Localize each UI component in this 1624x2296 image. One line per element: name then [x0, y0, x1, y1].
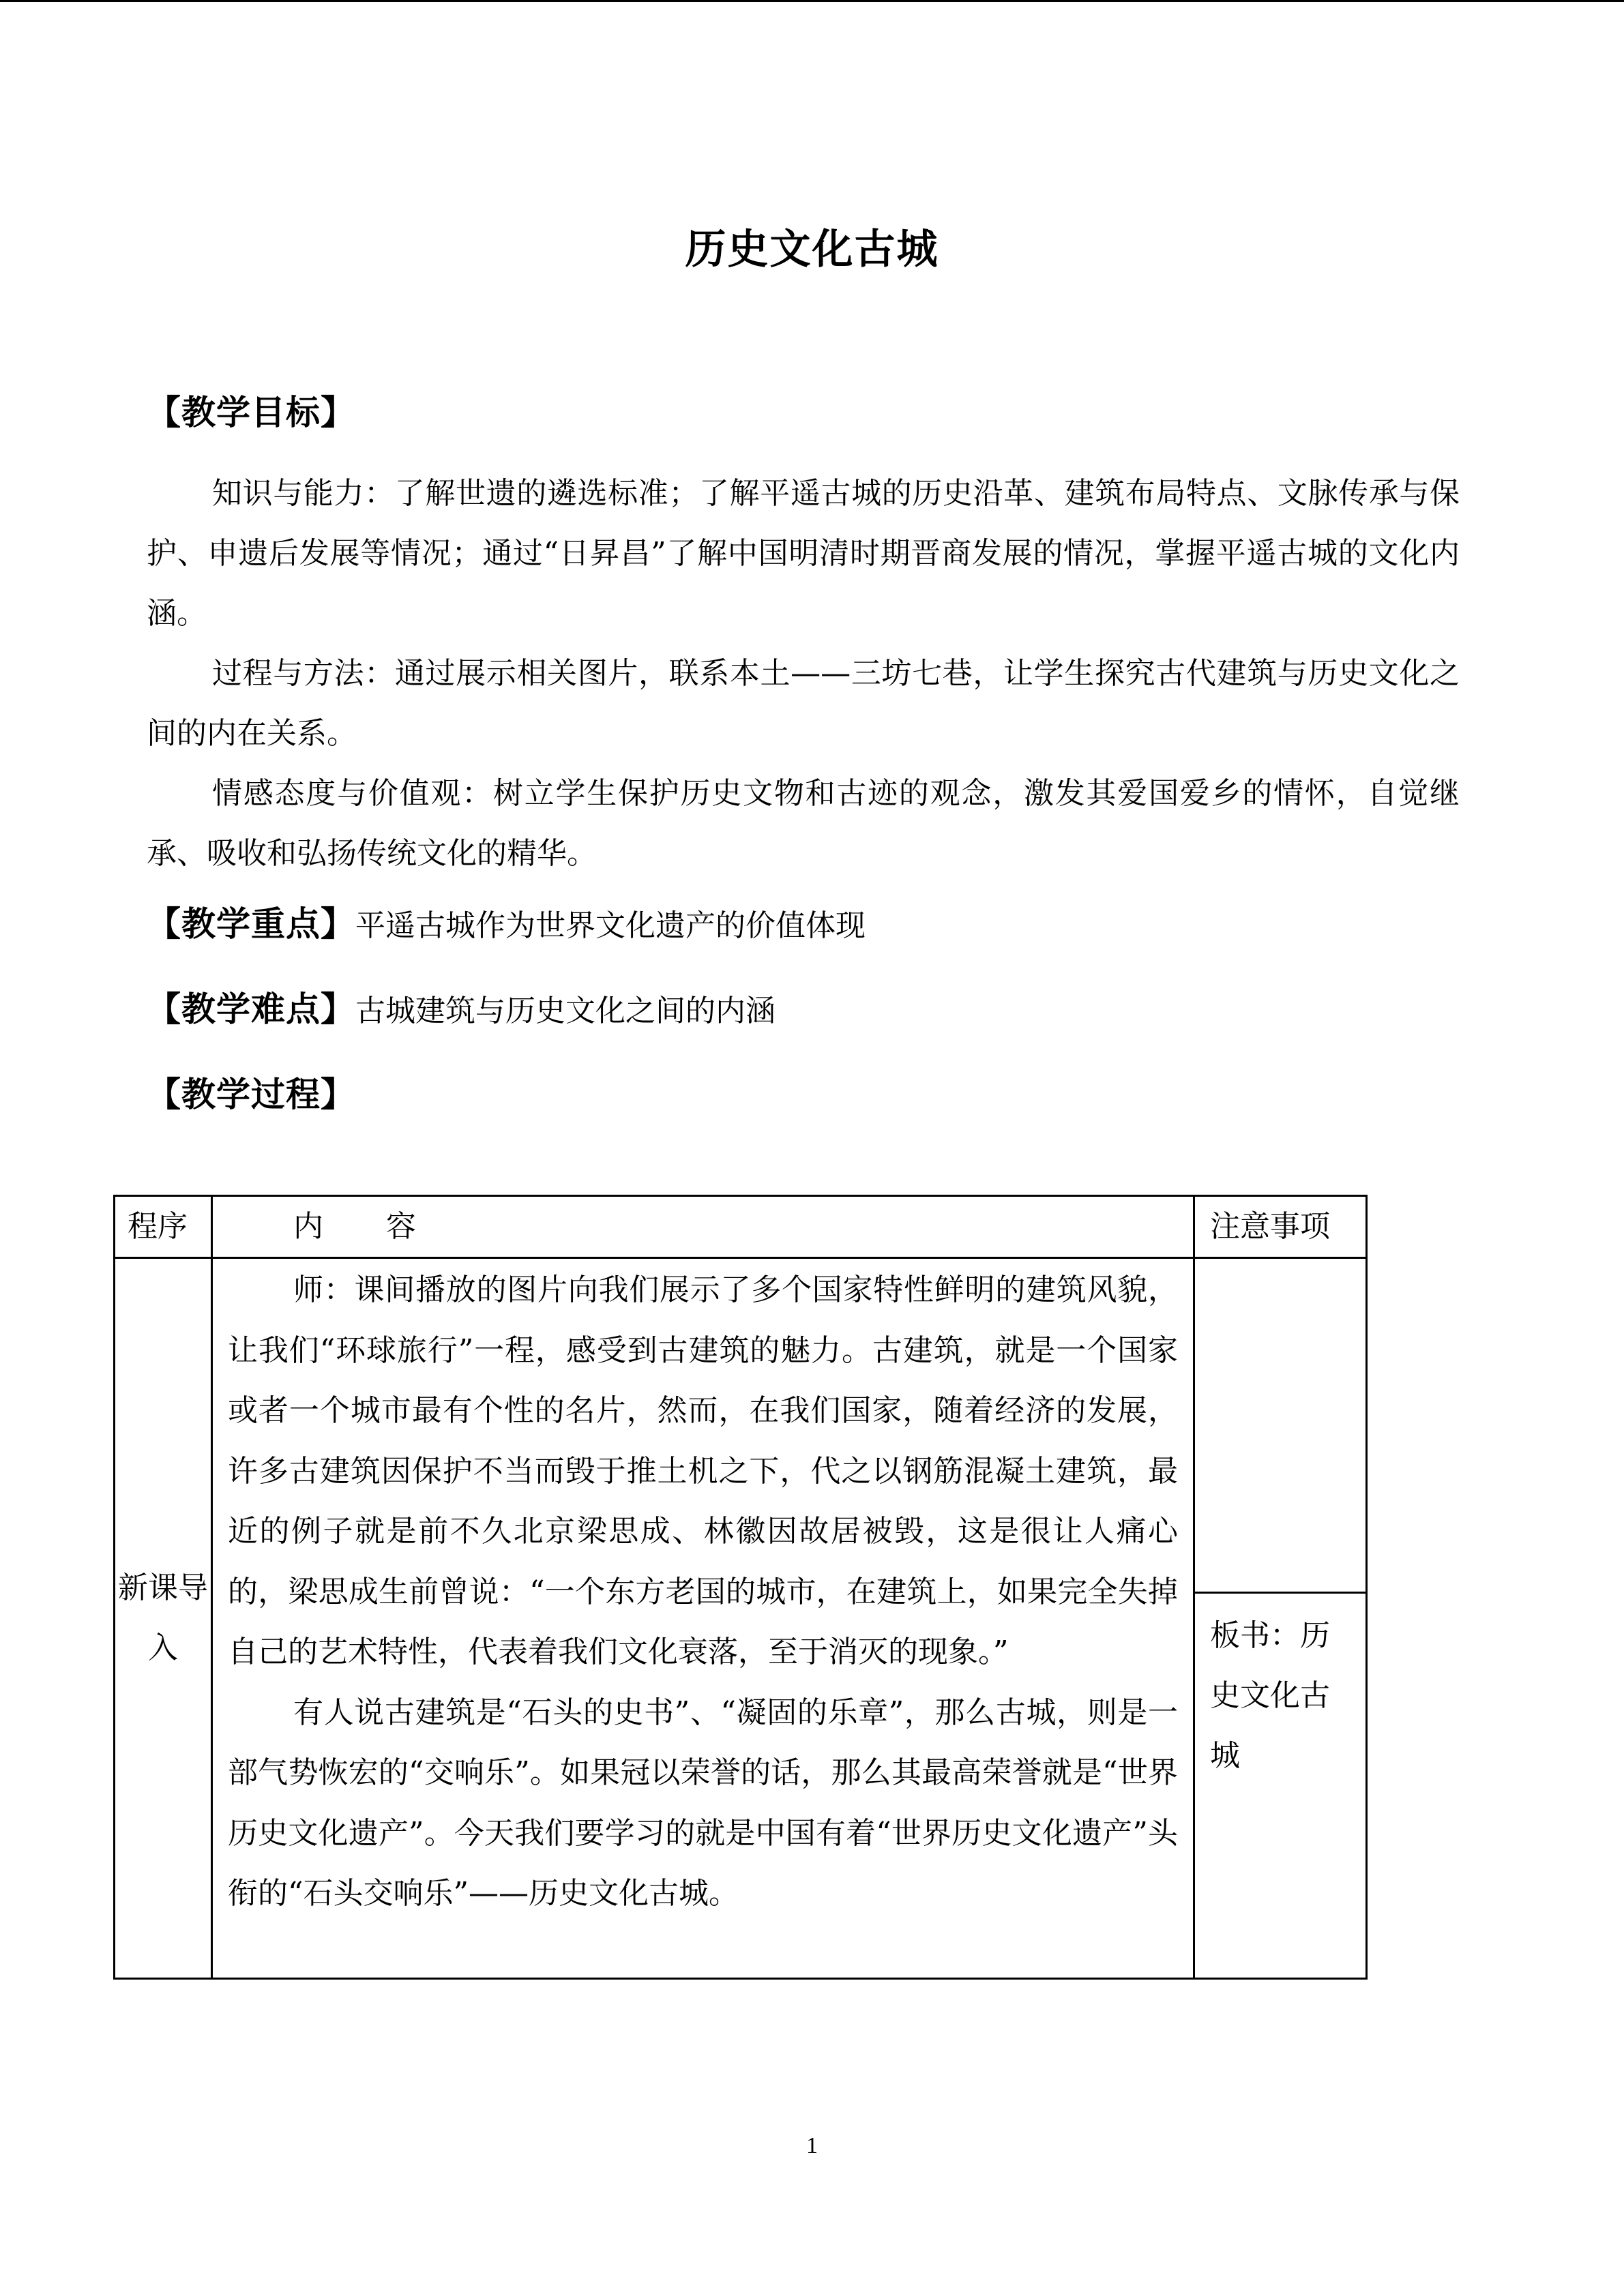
note-cell-empty [1194, 1258, 1367, 1593]
header-content-char-2: 容 [386, 1209, 416, 1244]
header-content [212, 1196, 1194, 1258]
header-content-char-1: 内 [293, 1209, 323, 1244]
difficulty-heading: 【教学难点】 [147, 989, 355, 1029]
key-point-heading: 【教学重点】 [147, 904, 355, 944]
objective-attitude: 情感态度与价值观：树立学生保护历史文物和古迹的观念，激发其爱国爱乡的情怀，自觉继承、吸收和弘扬传统文化的精华。 [147, 776, 1460, 871]
header-notes: 注意事项 [1194, 1196, 1367, 1258]
objectives-heading: 【教学目标】 [147, 393, 355, 432]
content-cell [212, 1258, 1194, 1979]
header-procedure: 程序 [115, 1196, 212, 1258]
difficulty-row [147, 982, 776, 1031]
key-point-row [147, 897, 866, 946]
teaching-process-table [113, 1195, 1368, 1980]
top-border-line [0, 0, 1624, 2]
process-heading: 【教学过程】 [147, 1075, 355, 1114]
objectives-body [147, 464, 1460, 884]
document-title: 历史文化古城 [685, 226, 939, 273]
content-paragraph-1: 师：课间播放的图片向我们展示了多个国家特性鲜明的建筑风貌，让我们“环球旅行”一程，感受到古建筑的魅力。古建筑，就是一个国家或者一个城市最有个性的名片，然而，在我们国家，随着经济的发展，许多古建筑因保护不当而毁于推土机之下，代之以钢筋混凝土建筑，最近的例子就是前不久北京梁思成、林徽因故居被毁，这是很让人痛心的，梁思成生前曾说：“一个东方老国的城市，在建筑上，如果完全失掉自己的艺术特性，代表着我们文化衰落，至于消灭的现象。” [228, 1272, 1178, 1669]
objective-process: 过程与方法：通过展示相关图片，联系本土——三坊七巷，让学生探究古代建筑与历史文化之间的内在关系。 [147, 656, 1460, 751]
page-number: 1 [806, 2133, 818, 2158]
note-cell: 板书：历史文化古城 [1194, 1593, 1367, 1979]
difficulty-text: 古城建筑与历史文化之间的内涵 [355, 994, 776, 1028]
procedure-cell: 新课导入 [115, 1258, 212, 1979]
table-header-row [115, 1196, 1367, 1258]
objective-knowledge: 知识与能力：了解世遗的遴选标准；了解平遥古城的历史沿革、建筑布局特点、文脉传承与保护、申遗后发展等情况；通过“日昇昌”了解中国明清时期晋商发展的情况，掌握平遥古城的文化内涵。 [147, 476, 1460, 631]
table-row [115, 1258, 1367, 1593]
content-paragraph-2: 有人说古建筑是“石头的史书”、“凝固的乐章”，那么古城，则是一部气势恢宏的“交响乐”。如果冠以荣誉的话，那么其最高荣誉就是“世界历史文化遗产”。今天我们要学习的就是中国有着“世界历史文化遗产”头衔的“石头交响乐”——历史文化古城。 [228, 1695, 1178, 1911]
key-point-text: 平遥古城作为世界文化遗产的价值体现 [355, 908, 866, 943]
